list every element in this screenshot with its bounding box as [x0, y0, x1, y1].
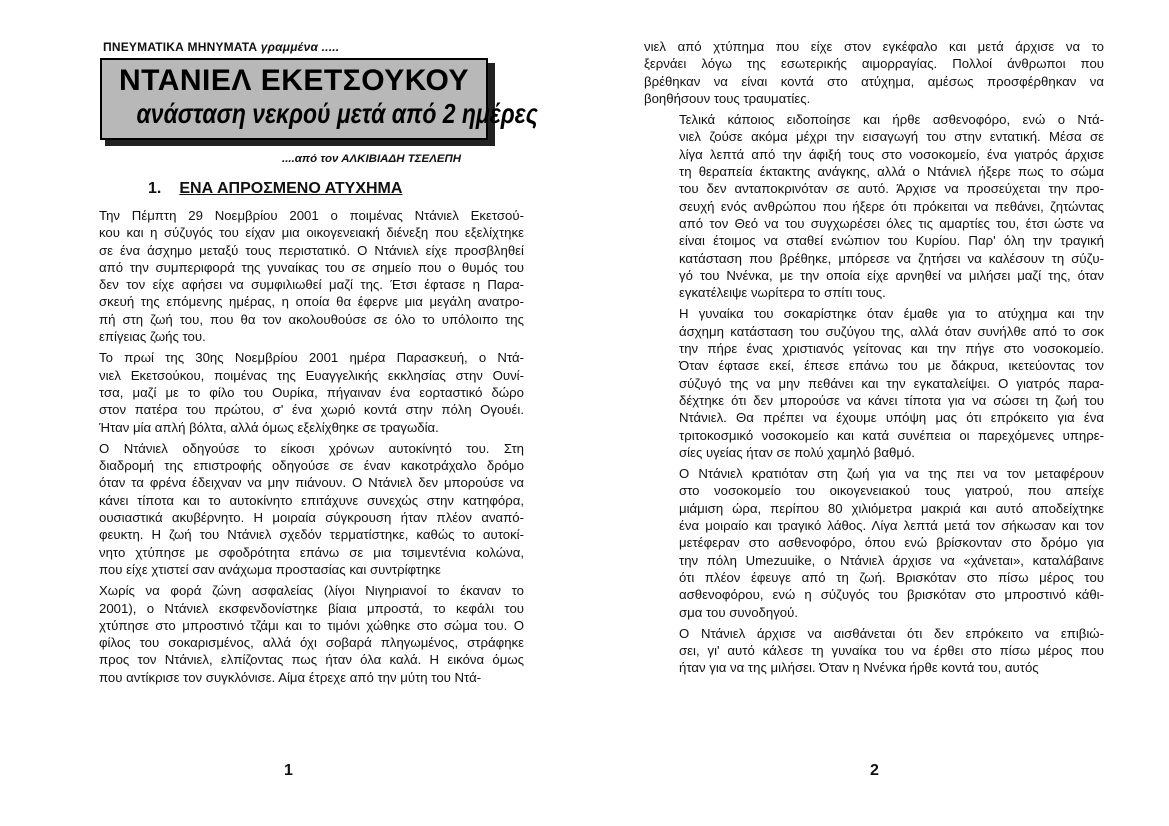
text-line: ήταν για να της μιλήσει. Όταν η Ννένκα ήρθε κοντά του, αυτός	[679, 660, 1039, 676]
text-line: κάνει τίποτα και το αυτοκίνητο επιτάχυνε συνεχώς στην κατηφόρα,	[99, 492, 524, 508]
section-number: 1.	[148, 180, 162, 197]
title-panel	[100, 58, 538, 140]
text-line: από τον Θεό να του συγχωρέσει όλες τις αμαρτίες του, έτσι ώστε να	[679, 215, 1104, 231]
text-line: νητο χτύπησε με σφοδρότητα επάνω σε μια τσιμεντένια κολώνα,	[99, 544, 524, 560]
text-line: σύζυγό της να μην πεθάνει και την εγκαταλείψει. Ο γιατρός παρα-	[679, 375, 1104, 391]
document-title: ΝΤΑΝΙΕΛ ΕΚΕΤΣΟΥΚΟΥ	[118, 64, 470, 97]
text-line: Το πρωί της 30ης Νοεμβρίου 2001 ημέρα Παρασκευή, ο Ντά-	[99, 350, 524, 366]
text-line: τσα, μαζί με το φίλο του Ουρίκα, πήγαιναν ένα εορταστικό δώρο	[99, 384, 524, 400]
text-line: την πόλη Umezuuike, ο Ντάνιελ άρχισε να «χάνεται», καταλάβαινε	[679, 552, 1104, 568]
text-line: Ήταν μία απλή βόλτα, αλλά όμως εξελίχθηκε σε τραγωδία.	[99, 419, 439, 435]
text-line: σίες υγείας ήταν σε πολύ χαμηλό βαθμό.	[679, 444, 915, 460]
paragraph	[644, 305, 1104, 461]
text-line: κου και η σύζυγός του είχαν μια οικογενειακή διένεξη που εξελίχτηκε	[99, 225, 524, 241]
text-line: όταν τα φρένα έδειχναν να μην πιάνουν. Ο Ντάνιελ δεν μπορούσε να	[99, 475, 524, 491]
section-heading	[148, 180, 402, 198]
text-line: Η γυναίκα του σοκαρίστηκε όταν έμαθε για το ατύχημα και την	[679, 306, 1104, 322]
text-line: γό του Ννένκα, με την οποία είχε αρνηθεί να μιλήσει μαζί της, όταν	[679, 267, 1104, 283]
paragraph	[64, 582, 524, 686]
text-line: λίγα λεπτά από την άφιξή τους στο νοσοκομείο, ένα γιατρός άρχισε	[679, 146, 1104, 162]
left-page	[0, 0, 584, 826]
paragraph	[64, 349, 524, 435]
right-text-column	[644, 38, 1104, 681]
text-line: την πήρε ένας χριστιανός γείτονας και την πήγε στο νοσοκομείο.	[679, 341, 1104, 357]
text-line: σε ένα άσχημο μεταξύ τους περιστατικό. Ο Ντάνιελ είχε προσβληθεί	[99, 242, 524, 258]
left-text-column	[64, 207, 524, 690]
series-header-italic: γραμμένα .....	[260, 40, 340, 54]
text-line: άσχημη κατάσταση του συζύγου της, αλλά όταν συνήλθε από το σοκ	[679, 323, 1104, 339]
text-line: βρέθηκαν να είναι κοντά στο ατύχημα, αμέσως προσφέρθηκαν να	[644, 73, 1104, 89]
text-line: δεν τον είχε αφήσει να συμφιλιωθεί μαζί της. Έτσι έφτασε η Παρα-	[99, 277, 524, 293]
paragraph	[644, 465, 1104, 621]
text-line: πή στη ζωή του, που θα τον ακολουθούσε σε όλο το υπόλοιπο της	[99, 311, 524, 327]
paragraph	[64, 440, 524, 578]
text-line: επίγειας ζωής του.	[99, 329, 206, 345]
text-line: από την συμπεριφορά της γυναίκας του σε σημείο που ο θυμός του	[99, 259, 524, 275]
text-line: εγκατέλειψε νωρίτερα το σπίτι τους.	[679, 285, 886, 301]
text-line: νιελ από χτύπημα που είχε στον εγκέφαλο και μετά άρχισε να το	[644, 39, 1104, 54]
page-number: 1	[284, 762, 293, 779]
text-line: βοηθήσουν τους τραυματίες.	[644, 90, 811, 106]
text-line: ένα μοιραίο και τραγικό λάθος. Λίγα λεπτά μετά τον σήκωσαν και τον	[679, 518, 1104, 534]
text-line: σμα του συνοδηγού.	[679, 604, 799, 620]
text-line: χτύπησε στο μπροστινό τζάμι και το τιμόνι χώθηκε στο σώμα του. Ο	[99, 617, 524, 633]
text-line: σει, γι' αυτό κάλεσε τη γυναίκα του να έρθει στο πίσω μέρος που	[679, 643, 1104, 659]
text-line: Ντάνιελ. Θα πρέπει να έχουμε υπόψη μας ότι επρόκειτο για ένα	[679, 410, 1104, 426]
text-line: Την Πέμπτη 29 Νοεμβρίου 2001 ο ποιμένας Ντάνιελ Εκετσού-	[99, 208, 524, 223]
text-line: ξερνάει λόγω της εσωτερικής αιμορραγίας. Πολλοί άνθρωποι που	[644, 56, 1104, 72]
text-line: Όταν έφτασε εκεί, έπεσε επάνω του με δάκρυα, ικετεύοντας τον	[679, 358, 1104, 374]
author-byline: ....από τον ΑΛΚΙΒΙΑΔΗ ΤΣΕΛΕΠΗ	[282, 153, 462, 165]
text-line: στον πατέρα του πρώτου, σ' ένα χωριό κοντά στην πόλη Ογουέι.	[99, 402, 524, 418]
text-line: ασθενοφόρου, ενώ η σύζυγός του βρισκόταν στο μπροστινό κάθι-	[679, 587, 1104, 603]
series-header	[103, 40, 339, 54]
text-line: σκευή της επόμενης ημέρας, η οποία θα έφερνε μια μεγάλη ανατρο-	[99, 294, 524, 310]
text-line: ουσιαστικά ακυβέρνητο. Η μοιραία σύγκρουση ήταν πλέον αναπό-	[99, 510, 524, 526]
paragraph	[644, 625, 1104, 677]
text-line: Χωρίς να φορά ζώνη ασφαλείας (λίγοι Νιγηριανοί το έκαναν το	[99, 583, 524, 599]
text-line: νιελ ζούσε ακόμα μέχρι την εισαγωγή του στην εντατική. Μέσα σε	[679, 129, 1104, 145]
text-line: μιάμιση ώρα, περίπου 80 χιλιόμετρα μακριά και αυτό αποδείχτηκε	[679, 500, 1104, 516]
text-line: 2001), ο Ντάνιελ εκσφενδονίστηκε βίαια μπροστά, το κεφάλι του	[99, 600, 524, 616]
text-line: τη θεραπεία έκτακτης ανάγκης, αλλά ο Ντάνιελ ήξερε πως το σώμα	[679, 164, 1104, 180]
text-line: τριτοκοσμικό νοσοκομείο και κατά συνέπεια οι παρεχόμενες υπηρε-	[679, 427, 1104, 443]
text-line: του δεν ανταποκρινόταν σε αυτό. Άρχισε να προσεύχεται την προ-	[679, 181, 1104, 197]
page-number: 2	[870, 762, 879, 779]
paragraph	[644, 111, 1104, 301]
text-line: που είχε χτιστεί σαν ανάχωμα προστασίας και συντρίφτηκε	[99, 561, 441, 577]
text-line: που αντίκρισε τον συγκλόνισε. Αίμα έτρεχε από την μύτη του Ντά-	[99, 669, 482, 685]
text-line: νιελ Εκετσούκου, ποιμένας της Ευαγγελικής εκκλησίας στην Ουνί-	[99, 367, 524, 383]
paragraph	[64, 207, 524, 345]
text-line: φευκτη. Η ζωή του Ντάνιελ σχεδόν τερματίστηκε, καθώς το αυτοκί-	[99, 527, 524, 543]
text-line: δέχτηκε ότι δεν μπορούσε να κάνει τίποτα για να σώσει τη ζωή του	[679, 392, 1104, 408]
text-line: Τελικά κάποιος ειδοποίησε και ήρθε ασθενοφόρο, ενώ ο Ντά-	[679, 112, 1104, 128]
text-line: κατάσταση που βρέθηκε, μπόρεσε να ζητήσει να καλέσουν τη σύζυ-	[679, 250, 1104, 266]
text-line: στο νοσοκομείο του οικογενειακού τους γιατρού, που απείχε	[679, 483, 1104, 499]
series-header-text: ΠΝΕΥΜΑΤΙΚΑ ΜΗΝΥΜΑΤΑ	[103, 40, 261, 54]
text-line: μετέφεραν στο ασθενοφόρο, όπου ενώ βρίσκονταν στο δρόμο για	[679, 535, 1104, 551]
text-line: διαδρομή της επιστροφής οδηγούσε σε έναν κακοτράχαλο δρόμο	[99, 458, 524, 474]
text-line: προς τον Ντάνιελ, ελπίζοντας πως ήταν όλα καλά. Η εικόνα όμως	[99, 652, 524, 668]
text-line: Ο Ντάνιελ κρατιόταν στη ζωή για να της πει να τον μεταφέρουν	[679, 466, 1104, 482]
document-subtitle: ανάσταση νεκρού μετά από 2 ημέρες	[136, 98, 538, 129]
text-line: σευχή ενός ανθρώπου που ήξερε ότι πρόκειται να πεθάνει, ζητώντας	[679, 198, 1104, 214]
title-box	[100, 58, 538, 146]
paragraph	[644, 38, 1104, 107]
text-line: ότι πλέον έφευγε από τη ζωή. Βρισκόταν στο πίσω μέρος του	[679, 569, 1104, 585]
text-line: είναι έτοιμος να σταθεί ενώπιον του Κυρίου. Παρ' όλη την τραγική	[679, 233, 1104, 249]
section-title: ΕΝΑ ΑΠΡΟΣΜΕΝΟ ΑΤΥΧΗΜΑ	[179, 180, 403, 197]
text-line: Ο Ντάνιελ οδηγούσε το είκοσι χρόνων αυτοκίνητό του. Στη	[99, 440, 524, 456]
text-line: φίλος του σοκαρισμένος, αλλά όχι σοβαρά πληγωμένος, στράφηκε	[99, 635, 524, 651]
text-line: Ο Ντάνιελ άρχισε να αισθάνεται ότι δεν επρόκειτο να επιβιώ-	[679, 625, 1104, 641]
